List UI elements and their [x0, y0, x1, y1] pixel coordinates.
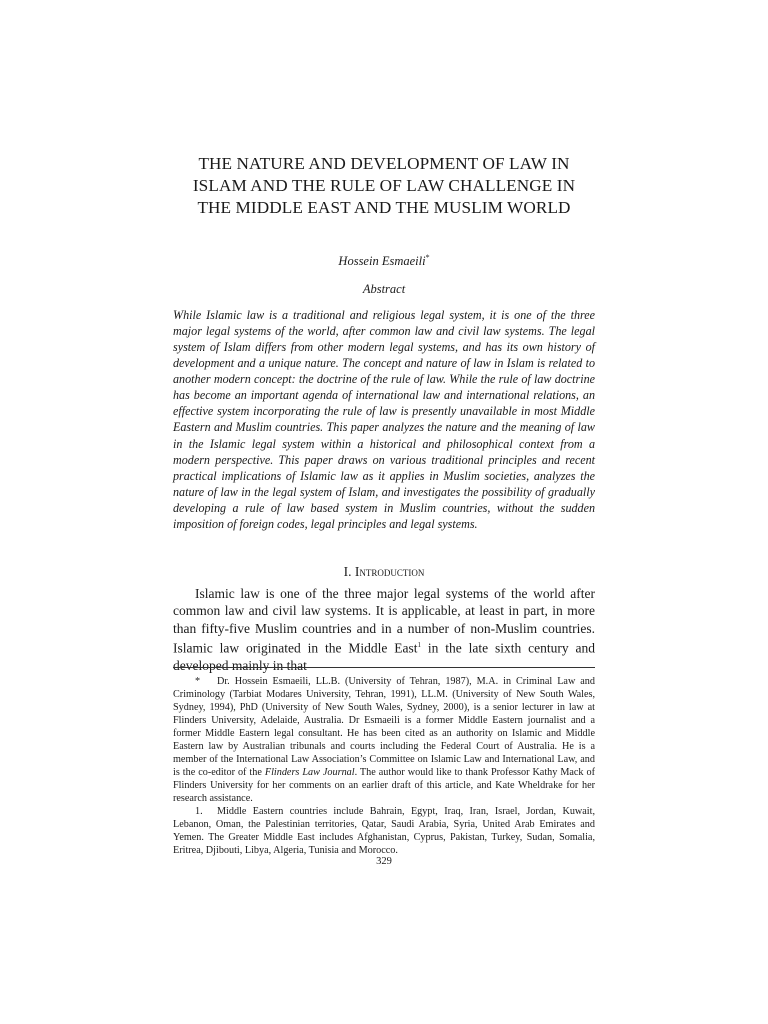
- footnote-author-text: Dr. Hossein Esmaeili, LL.B. (University of Tehran, 1987), M.A. in Criminal Law and Criminology (Tarbiat Modares University, Tehran, 1991), LL.M. (University of New South Wales, Sydney, 1994), PhD (University of New South Wales, Sydney, 2000), is a senior lecturer in law at Flinders University, Adelaide, Australia. Dr Esmaeili is a former Middle Eastern journalist and a former Middle Eastern legal consultant. He has been cited as an authority on Islamic and Middle Eastern law by Australian tribunals and courts including the Federal Court of Australia. He is a member of the International Law Association’s Committee on Islamic Law and International Law, and is the co-editor of the: [173, 676, 595, 778]
- footnote-journal-name: Flinders Law Journal: [264, 767, 355, 778]
- body-text-before-note: Islamic law is one of the three major legal systems of the world after common law and civil law systems. It is applicable, at least in part, in more than fifty-five Muslim countries and in a number of non-Muslim countries. Islamic law originated in the Middle East: [173, 586, 595, 656]
- footnote-author-text-end: . The author would like to thank Professor Kathy Mack of Flinders University for her comments on an earlier draft of this article, and Kate Wheldrake for her research assistance.: [173, 767, 595, 804]
- footnote-reference-1: 1: [417, 641, 421, 650]
- body-paragraph: [173, 585, 595, 675]
- section-heading: [150, 563, 618, 580]
- footnote-author-marker: *: [195, 676, 201, 687]
- abstract-heading: Abstract: [362, 282, 406, 296]
- footnote-author: [173, 675, 595, 805]
- author-footnote-marker: *: [425, 253, 430, 262]
- footnote-separator: [173, 667, 595, 668]
- title-line-2: ISLAM AND THE RULE OF LAW CHALLENGE IN: [192, 176, 576, 195]
- title-line-3: THE MIDDLE EAST AND THE MUSLIM WORLD: [197, 198, 571, 217]
- section-number: I.: [343, 564, 352, 579]
- body-text-after-note: in the late sixth century and developed mainly in that: [173, 640, 595, 674]
- footnote-1-text: Middle Eastern countries include Bahrain, Egypt, Iraq, Iran, Israel, Jordan, Kuwait, Lebanon, Oman, the Palestinian territories, Qatar, Saudi Arabia, Syria, United Arab Emirates and Yemen. The Greater Middle East includes Afghanistan, Cyprus, Pakistan, Turkey, Sudan, Somalia, Eritrea, Djibouti, Libya, Algeria, Tunisia and Morocco.: [173, 806, 595, 856]
- footnote-1-marker: 1.: [195, 806, 203, 817]
- title-line-1: THE NATURE AND DEVELOPMENT OF LAW IN: [198, 154, 570, 173]
- author-byline: [150, 250, 618, 269]
- section-title: Introduction: [354, 564, 425, 579]
- footnotes: [173, 675, 595, 857]
- abstract-text: While Islamic law is a traditional and religious legal system, it is one of the three major legal systems of the world, after common law and civil law systems. The legal system of Islam differs from other modern legal systems, and has its own history of development and a unique nature. The concept and nature of law in Islam is related to another modern concept: the doctrine of the rule of law. While the rule of law doctrine has become an important agenda of international law and international relations, an effective system incorporating the rule of law is presently unavailable in most Middle Eastern and Muslim countries. This paper analyzes the nature and the meaning of law in the Islamic legal system within a historical and philosophical context from a modern perspective. This paper draws on various traditional principles and recent practical implications of Islamic law as it applies in Muslim societies, analyzes the nature of law in the legal system of Islam, and investigates the possibility of gradually developing a rule of law based system in Muslim countries, without the sudden imposition of foreign codes, legal principles and legal systems.: [173, 308, 595, 531]
- article-title: [150, 153, 618, 219]
- page-number: 329: [376, 856, 392, 867]
- footnote-1: [173, 805, 595, 857]
- author-name: Hossein Esmaeili: [338, 254, 426, 269]
